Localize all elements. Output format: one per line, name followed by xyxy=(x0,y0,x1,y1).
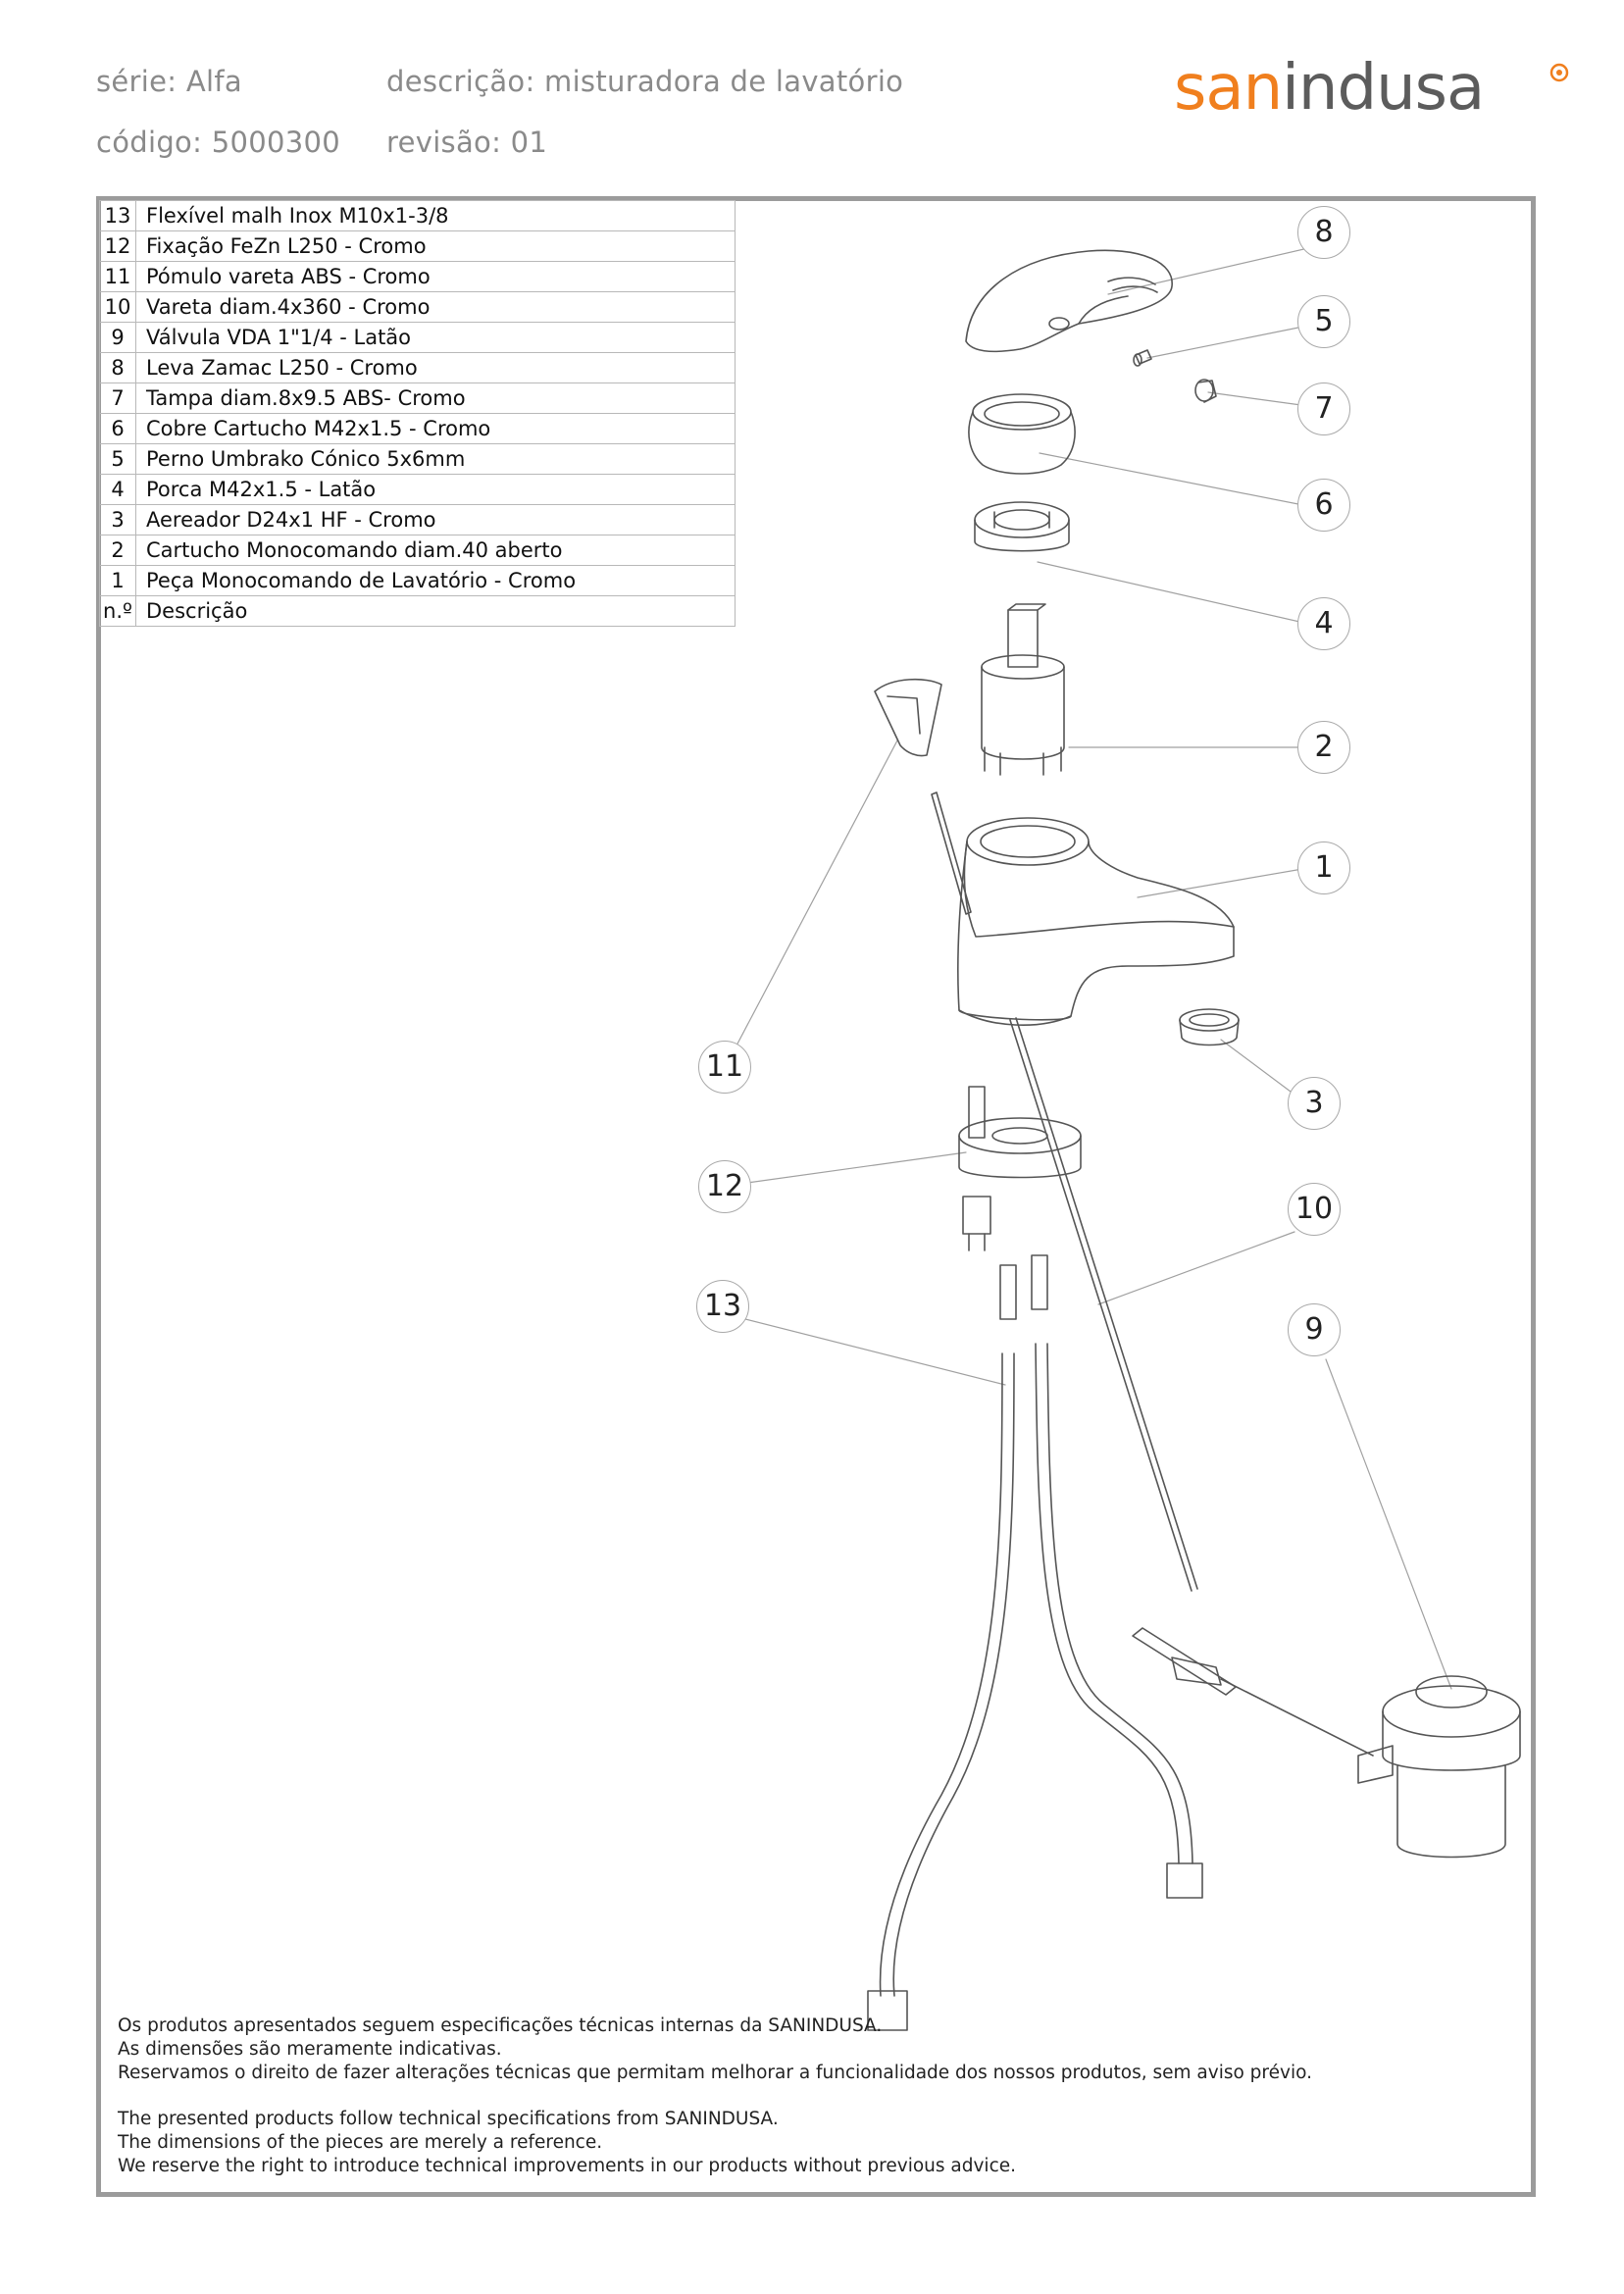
part-description: Porca M42x1.5 - Latão xyxy=(136,475,736,505)
part-description: Peça Monocomando de Lavatório - Cromo xyxy=(136,566,736,596)
part-description: Pómulo vareta ABS - Cromo xyxy=(136,262,736,292)
callout-8: 8 xyxy=(1297,206,1350,259)
note-line: We reserve the right to introduce technical improvements in our products without previous advice. xyxy=(118,2156,1017,2176)
cartridge-part xyxy=(982,604,1064,775)
note-line: Os produtos apresentados seguem especificações técnicas internas da SANINDUSA. xyxy=(118,2015,883,2036)
logo-text-indusa: indusa xyxy=(1282,52,1485,125)
part-number: 13 xyxy=(100,201,136,231)
fixing-part xyxy=(959,1087,1081,1250)
codigo-label: código: 5000300 xyxy=(96,126,340,159)
part-number: 9 xyxy=(100,323,136,353)
part-description: Cartucho Monocomando diam.40 aberto xyxy=(136,535,736,566)
note-line: The presented products follow technical specifications from SANINDUSA. xyxy=(118,2109,779,2129)
part-description: Válvula VDA 1"1/4 - Latão xyxy=(136,323,736,353)
note-line: As dimensões são meramente indicativas. xyxy=(118,2039,502,2060)
part-number: 8 xyxy=(100,353,136,383)
descricao-label: descrição: misturadora de lavatório xyxy=(386,65,904,98)
part-description: Perno Umbrako Cónico 5x6mm xyxy=(136,444,736,475)
callout-6: 6 xyxy=(1297,479,1350,532)
callout-9: 9 xyxy=(1288,1303,1341,1356)
part-description: Leva Zamac L250 - Cromo xyxy=(136,353,736,383)
flexible-hose-part xyxy=(868,1255,1202,2030)
note-line: The dimensions of the pieces are merely a reference. xyxy=(118,2132,603,2153)
leader-lines xyxy=(736,248,1451,1689)
callout-2: 2 xyxy=(1297,721,1350,774)
callout-4: 4 xyxy=(1297,597,1350,650)
cap-part xyxy=(1195,380,1216,402)
mixer-body-part xyxy=(958,818,1234,1025)
nut-part xyxy=(975,502,1069,551)
callout-1: 1 xyxy=(1297,841,1350,894)
revisao-label: revisão: 01 xyxy=(386,126,548,159)
column-header-description: Descrição xyxy=(136,596,736,627)
pop-up-rod-part xyxy=(932,792,1197,1591)
part-number: 6 xyxy=(100,414,136,444)
rod-knob-part xyxy=(875,680,941,756)
part-number: 3 xyxy=(100,505,136,535)
part-number: 10 xyxy=(100,292,136,323)
callout-11: 11 xyxy=(698,1041,751,1094)
column-header-number: n.º xyxy=(100,596,136,627)
note-line: Reservamos o direito de fazer alterações técnicas que permitam melhorar a funcionalidade dos nossos produtos, sem aviso prévio. xyxy=(118,2063,1312,2083)
part-number: 7 xyxy=(100,383,136,414)
notes-english xyxy=(118,2108,1016,2178)
part-description: Aereador D24x1 HF - Cromo xyxy=(136,505,736,535)
part-number: 1 xyxy=(100,566,136,596)
part-number: 11 xyxy=(100,262,136,292)
callout-7: 7 xyxy=(1297,382,1350,435)
part-description: Vareta diam.4x360 - Cromo xyxy=(136,292,736,323)
aerator-part xyxy=(1180,1009,1239,1045)
callout-12: 12 xyxy=(698,1160,751,1213)
part-number: 4 xyxy=(100,475,136,505)
part-number: 12 xyxy=(100,231,136,262)
part-description: Cobre Cartucho M42x1.5 - Cromo xyxy=(136,414,736,444)
callout-5: 5 xyxy=(1297,295,1350,348)
part-description: Flexível malh Inox M10x1-3/8 xyxy=(136,201,736,231)
part-description: Tampa diam.8x9.5 ABS- Cromo xyxy=(136,383,736,414)
callout-10: 10 xyxy=(1288,1183,1341,1236)
callout-13: 13 xyxy=(696,1280,749,1333)
serie-label: série: Alfa xyxy=(96,65,242,98)
part-description: Fixação FeZn L250 - Cromo xyxy=(136,231,736,262)
notes-portuguese xyxy=(118,2014,1312,2085)
lever-handle-part xyxy=(966,250,1172,351)
part-number: 5 xyxy=(100,444,136,475)
waste-valve-part xyxy=(1133,1628,1520,1858)
part-number: 2 xyxy=(100,535,136,566)
cartridge-cover-part xyxy=(969,394,1075,474)
logo-text-san: san xyxy=(1174,52,1283,125)
callout-3: 3 xyxy=(1288,1077,1341,1130)
